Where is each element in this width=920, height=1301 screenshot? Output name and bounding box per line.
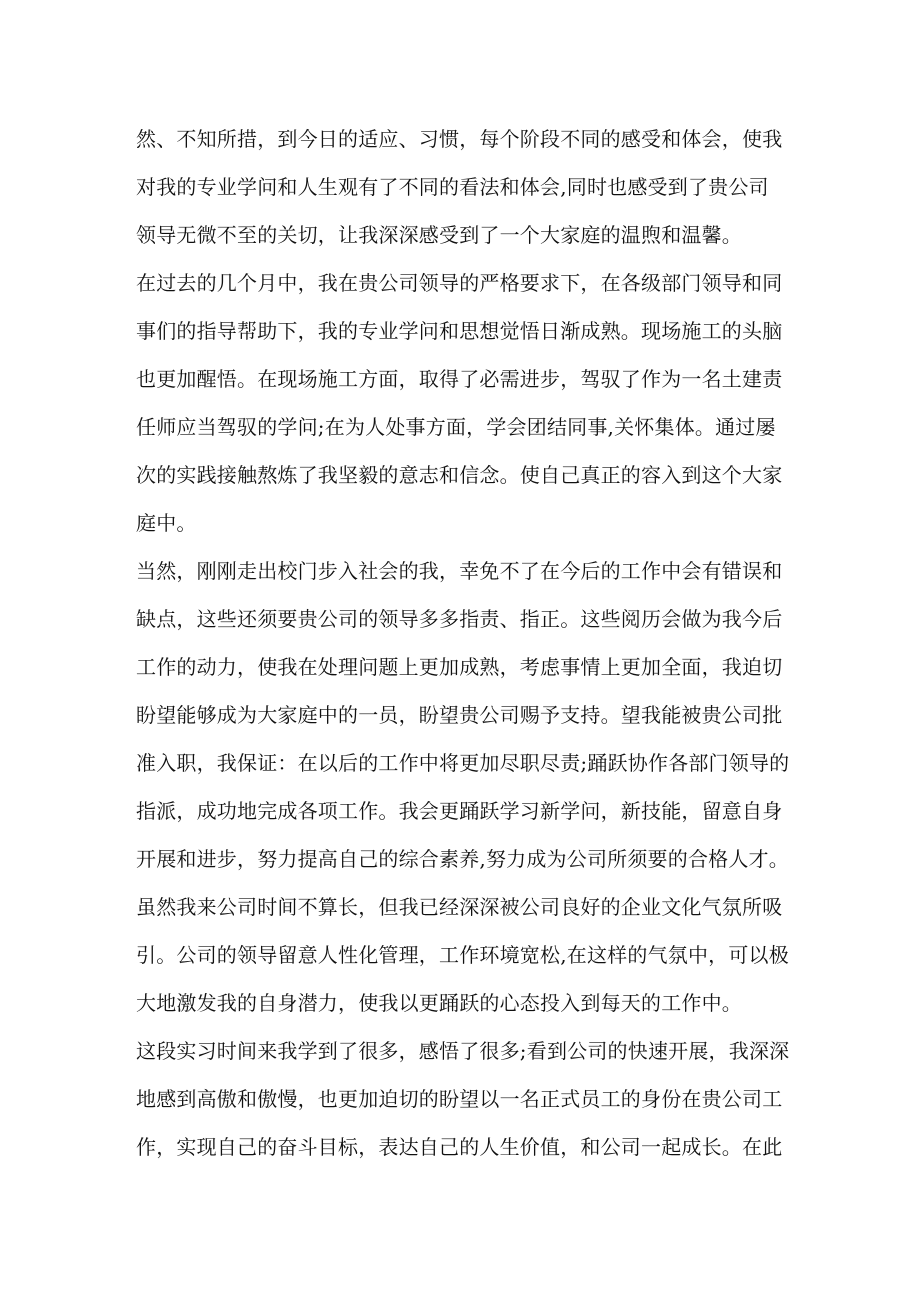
text-line: 准入职，我保证：在以后的工作中将更加尽职尽责;踊跃协作各部门领导的: [136, 751, 790, 775]
text-line: 引。公司的领导留意人性化管理，工作环境宽松,在这样的气氛中，可以极: [136, 943, 789, 967]
text-line: 当然，刚刚走出校门步入社会的我，幸免不了在今后的工作中会有错误和: [136, 559, 783, 583]
text-line: 次的实践接触熬炼了我坚毅的意志和信念。使自己真正的容入到这个大家: [136, 463, 783, 487]
text-line: 这段实习时间来我学到了很多，感悟了很多;看到公司的快速开展，我深深: [136, 1039, 790, 1063]
text-line: 缺点，这些还须要贵公司的领导多多指责、指正。这些阅历会做为我今后: [136, 607, 783, 631]
text-line: 作，实现自己的奋斗目标，表达自己的人生价值，和公司一起成长。在此: [136, 1135, 783, 1159]
body-text: [136, 115, 796, 1171]
text-line: 开展和进步，努力提高自己的综合素养,努力成为公司所须要的合格人才。: [136, 847, 789, 871]
text-line: 庭中。: [136, 511, 197, 535]
text-line: 领导无微不至的关切，让我深深感受到了一个大家庭的温煦和温馨。: [136, 223, 742, 247]
text-line: 指派，成功地完成各项工作。我会更踊跃学习新学问，新技能，留意自身: [136, 799, 783, 823]
text-line: 也更加醒悟。在现场施工方面，取得了必需进步，驾驭了作为一名土建责: [136, 367, 783, 391]
text-line: 虽然我来公司时间不算长，但我已经深深被公司良好的企业文化气氛所吸: [136, 895, 783, 919]
text-line: 盼望能够成为大家庭中的一员，盼望贵公司赐予支持。望我能被贵公司批: [136, 703, 783, 727]
text-line: 事们的指导帮助下，我的专业学问和思想觉悟日渐成熟。现场施工的头脑: [136, 319, 783, 343]
text-line: 任师应当驾驭的学问;在为人处事方面，学会团结同事,关怀集体。通过屡: [136, 415, 776, 439]
text-line: 然、不知所措，到今日的适应、习惯，每个阶段不同的感受和体会，使我: [136, 127, 783, 151]
text-line: 对我的专业学问和人生观有了不同的看法和体会,同时也感受到了贵公司: [136, 175, 769, 199]
text-line: 大地激发我的自身潜力，使我以更踊跃的心态投入到每天的工作中。: [136, 991, 742, 1015]
text-line: 在过去的几个月中，我在贵公司领导的严格要求下，在各级部门领导和同: [136, 271, 783, 295]
text-line: 地感到高傲和傲慢，也更加迫切的盼望以一名正式员工的身份在贵公司工: [136, 1087, 783, 1111]
text-line: 工作的动力，使我在处理问题上更加成熟，考虑事情上更加全面，我迫切: [136, 655, 783, 679]
